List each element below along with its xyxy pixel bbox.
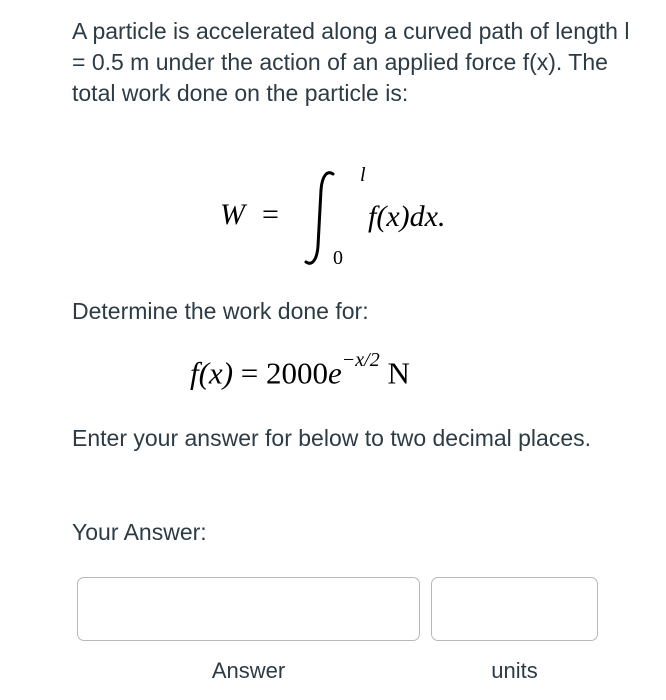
force-function-lhs: f(x)	[190, 355, 234, 391]
integral-lower-limit: 0	[333, 247, 343, 269]
answer-input[interactable]	[78, 578, 419, 640]
work-symbol: W	[220, 198, 245, 231]
your-answer-heading: Your Answer:	[72, 519, 207, 545]
integral-upper-limit: l	[360, 164, 366, 186]
answer-field-container[interactable]	[77, 577, 420, 641]
force-coefficient: 2000	[266, 355, 329, 391]
question-intro-text: A particle is accelerated along a curved path of length l = 0.5 m under the action of an applied force f(x). The total work done on the particle is:	[72, 18, 630, 106]
exponential-base: e	[328, 355, 342, 391]
force-unit: N	[387, 355, 410, 391]
determine-prompt: Determine the work done for:	[72, 298, 369, 324]
units-input[interactable]	[432, 578, 597, 640]
equals-sign: =	[262, 198, 279, 231]
equals-sign: =	[240, 355, 259, 391]
force-function-equation	[190, 349, 410, 391]
exponent: −x/2	[341, 349, 380, 371]
units-field-container[interactable]	[431, 577, 598, 641]
units-caption: units	[491, 658, 538, 683]
answer-caption: Answer	[211, 658, 286, 683]
integrand: f(x)dx.	[368, 200, 446, 233]
answer-instructions: Enter your answer for below to two decimal places.	[72, 425, 592, 451]
